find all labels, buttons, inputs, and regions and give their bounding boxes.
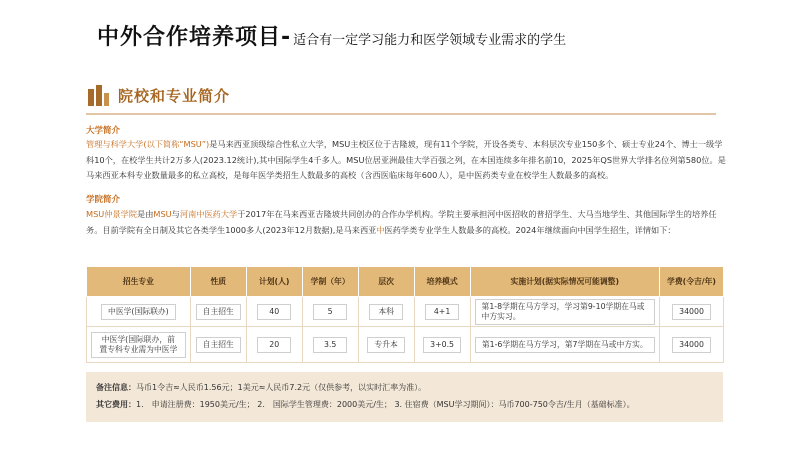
table-cell: 第1-8学期在马方学习，学习第9-10学期在马或中方实习。 [475,299,655,325]
table-header-cell: 实施计划(据实际情况可能调整) [470,267,659,297]
note-label: 备注信息： [96,383,136,392]
table-cell: 5 [313,304,347,320]
university-name: 管理与科学大学(以下简称“MSU”) [86,139,210,149]
table-cell: 自主招生 [196,304,241,320]
table-row [87,297,724,327]
university-heading: 大学简介 [86,126,121,136]
page-title: 中外合作培养项目- [97,25,292,50]
table-header-cell: 学费(令吉/年) [660,267,724,297]
section-title: 院校和专业简介 [118,86,231,105]
note-fees: 其它费用：1. 申请注册费：1950美元/生； 2. 国际学生管理费：2000美元/生； 3. 住宿费（MSU学习期间）：马币700-750令吉/生月（基础标准）。 [96,400,635,409]
building-icon [88,84,110,106]
university-paragraph [86,137,726,184]
college-paragraph: MSU仲景学院是由MSU与河南中医药大学于2017年在马来西亚吉隆坡共同创办的合作办学机构。学院主要承担河中医招收的普招学生、大马当地学生、其他国际学生的培养任务。目前学院有全日制及其它各类学生1000多人(2023年12月数据),是马来西亚中医药学类专业学生人数最多的高校。2024年继续面向中国学生招生，详情如下： [86,209,717,235]
table-header-row [87,267,724,297]
university-text: 是马来西亚顶级综合性私立大学，MSU主校区位于吉隆坡，现有11个学院，开设各类专、本科层次专业150多个、硕士专业24个、博士一级学科10个，在校学生共计2万多人(2023.12统计),其中国际学生4千多人。MSU位居亚洲最佳大学百强之列，在本国连续多年排名前10，2025年QS世界大学排名位列第580位。是马来西亚本科专业数量最多的私立高校，是每年医学类招生人数最多的高校（含西医临床每年600人），是中医药类专业在校学生人数最多的高校。 [86,139,726,180]
table-cell: 第1-6学期在马方学习，第7学期在马或中方实。 [475,337,655,353]
table-header-cell: 培养模式 [414,267,470,297]
college-name: MSU仲景学院 [86,209,138,219]
note-exchange: 备注信息：马币1令吉≈人民币1.56元；1美元≈人民币7.2元（仅供参考，以实时汇率为准）。 [96,383,427,392]
note-label: 其它费用： [96,400,136,409]
table-cell: 中医学(国际联办，前置专科专业需为中医学 [91,332,186,358]
table-cell: 3.5 [313,337,347,353]
page-subtitle: 适合有一定学习能力和医学领域专业需求的学生 [293,33,567,48]
table-header-cell: 层次 [358,267,414,297]
table-header-cell: 招生专业 [87,267,191,297]
enrollment-table [86,266,724,363]
table-cell: 专升本 [367,337,404,353]
section-divider [86,113,716,115]
table-row [87,327,724,363]
table-header-cell: 学制（年） [302,267,358,297]
table-cell: 34000 [672,304,711,320]
table-cell: 中医学(国际联办) [101,304,176,320]
table-cell: 40 [257,304,291,320]
page-title-row [97,20,566,51]
notes-box [86,372,723,422]
table-cell: 20 [257,337,291,353]
table-cell: 本科 [369,304,403,320]
table-cell: 自主招生 [196,337,241,353]
table-cell: 4+1 [425,304,459,320]
section-header [88,84,230,106]
table-header-cell: 性质 [190,267,246,297]
table-cell: 34000 [672,337,711,353]
table-header-cell: 计划(人) [246,267,302,297]
partner-name: 河南中医药大学 [179,209,238,219]
college-heading: 学院简介 [86,195,121,205]
table-cell: 3+0.5 [423,337,461,353]
